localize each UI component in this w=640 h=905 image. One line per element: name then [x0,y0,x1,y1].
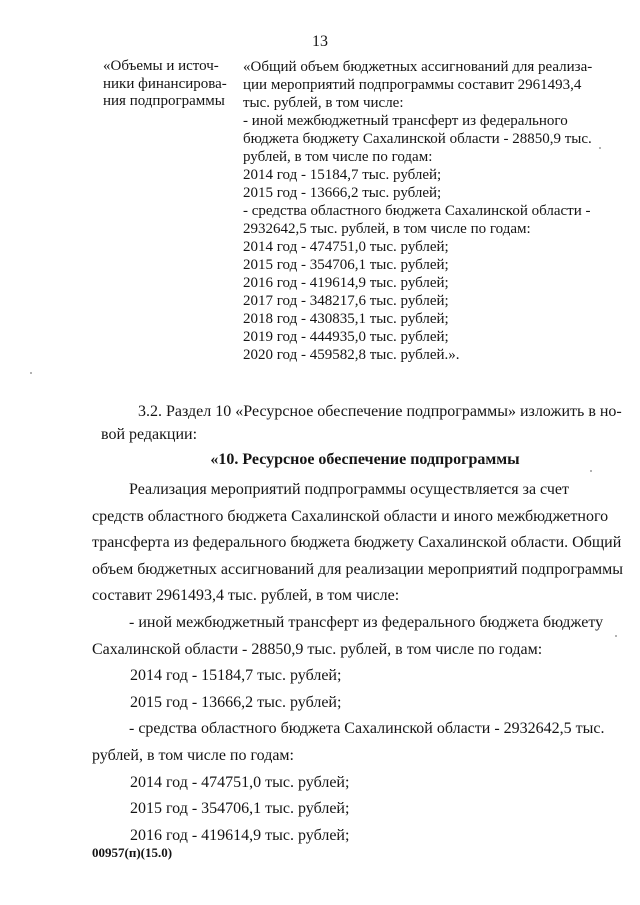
passport-label-line: «Объемы и источ- [103,58,219,74]
scan-speck [615,635,617,637]
passport-value-line: 2932642,5 тыс. рублей, в том числе по годам: [243,221,531,237]
body-line: трансферта из федерального бюджета бюджету Сахалинской области. Общий [92,534,622,552]
body-line: - средства областного бюджета Сахалинской области - 2932642,5 тыс. [129,720,605,738]
body-line: Сахалинской области - 28850,9 тыс. рублей, в том числе по годам: [92,640,543,658]
passport-label-cell [103,58,230,111]
body-line: 2014 год - 15184,7 тыс. рублей; [130,667,342,685]
body-line: 2016 год - 419614,9 тыс. рублей; [130,826,350,844]
passport-value-cell [243,58,607,364]
amendment-instruction-line: вой редакции: [101,426,198,443]
passport-value-line: рублей, в том числе по годам: [243,149,433,165]
passport-value-line: бюджета бюджету Сахалинской области - 28850,9 тыс. [243,131,592,147]
body-line: составит 2961493,4 тыс. рублей, в том числе: [92,587,400,605]
passport-value-line: 2019 год - 444935,0 тыс. рублей; [243,329,449,345]
section-heading: «10. Ресурсное обеспечение подпрограммы [210,451,520,468]
passport-value-line: 2015 год - 13666,2 тыс. рублей; [243,185,442,201]
passport-value-line: тыс. рублей, в том числе: [243,95,404,111]
passport-value-line: - средства областного бюджета Сахалинской области - [243,203,591,219]
amendment-instruction-line: 3.2. Раздел 10 «Ресурсное обеспечение подпрограммы» изложить в но- [138,403,622,420]
amendment-instruction [101,400,622,446]
passport-value-line: 2015 год - 354706,1 тыс. рублей; [243,257,449,273]
body-line: - иной межбюджетный трансферт из федерального бюджета бюджету [129,613,604,631]
passport-value-line: - иной межбюджетный трансферт из федерального [243,113,568,129]
passport-label-line: ники финансирова- [103,75,227,92]
body-line: 2015 год - 354706,1 тыс. рублей; [130,800,350,818]
scan-speck [30,372,32,374]
body-line: средств областного бюджета Сахалинской области и иного межбюджетного [92,507,609,525]
scan-speck [590,470,592,472]
passport-value-line: ции мероприятий подпрограммы составит 2961493,4 [243,77,582,93]
passport-value-line: 2020 год - 459582,8 тыс. рублей.». [243,347,460,363]
passport-value-line: 2014 год - 15184,7 тыс. рублей; [243,167,442,183]
body-line: 2015 год - 13666,2 тыс. рублей; [130,693,342,711]
passport-value-line: 2014 год - 474751,0 тыс. рублей; [243,239,449,255]
body-line: рублей, в том числе по годам: [92,746,294,764]
passport-value-line: 2017 год - 348217,6 тыс. рублей; [243,293,449,309]
passport-value-line: «Общий объем бюджетных ассигнований для реализа- [243,59,593,75]
page-number: 13 [312,33,328,50]
passport-label-line: ния подпрограммы [103,93,225,109]
body-line: 2014 год - 474751,0 тыс. рублей; [130,773,350,791]
section-body [92,477,624,849]
body-line: Реализация мероприятий подпрограммы осуществляется за счет [129,481,569,498]
body-line: объем бюджетных ассигнований для реализации мероприятий подпрограммы [92,560,624,578]
scan-speck [599,147,601,149]
document-code: 00957(п)(15.0) [92,845,173,860]
passport-value-line: 2018 год - 430835,1 тыс. рублей; [243,311,449,327]
passport-value-line: 2016 год - 419614,9 тыс. рублей; [243,275,449,291]
